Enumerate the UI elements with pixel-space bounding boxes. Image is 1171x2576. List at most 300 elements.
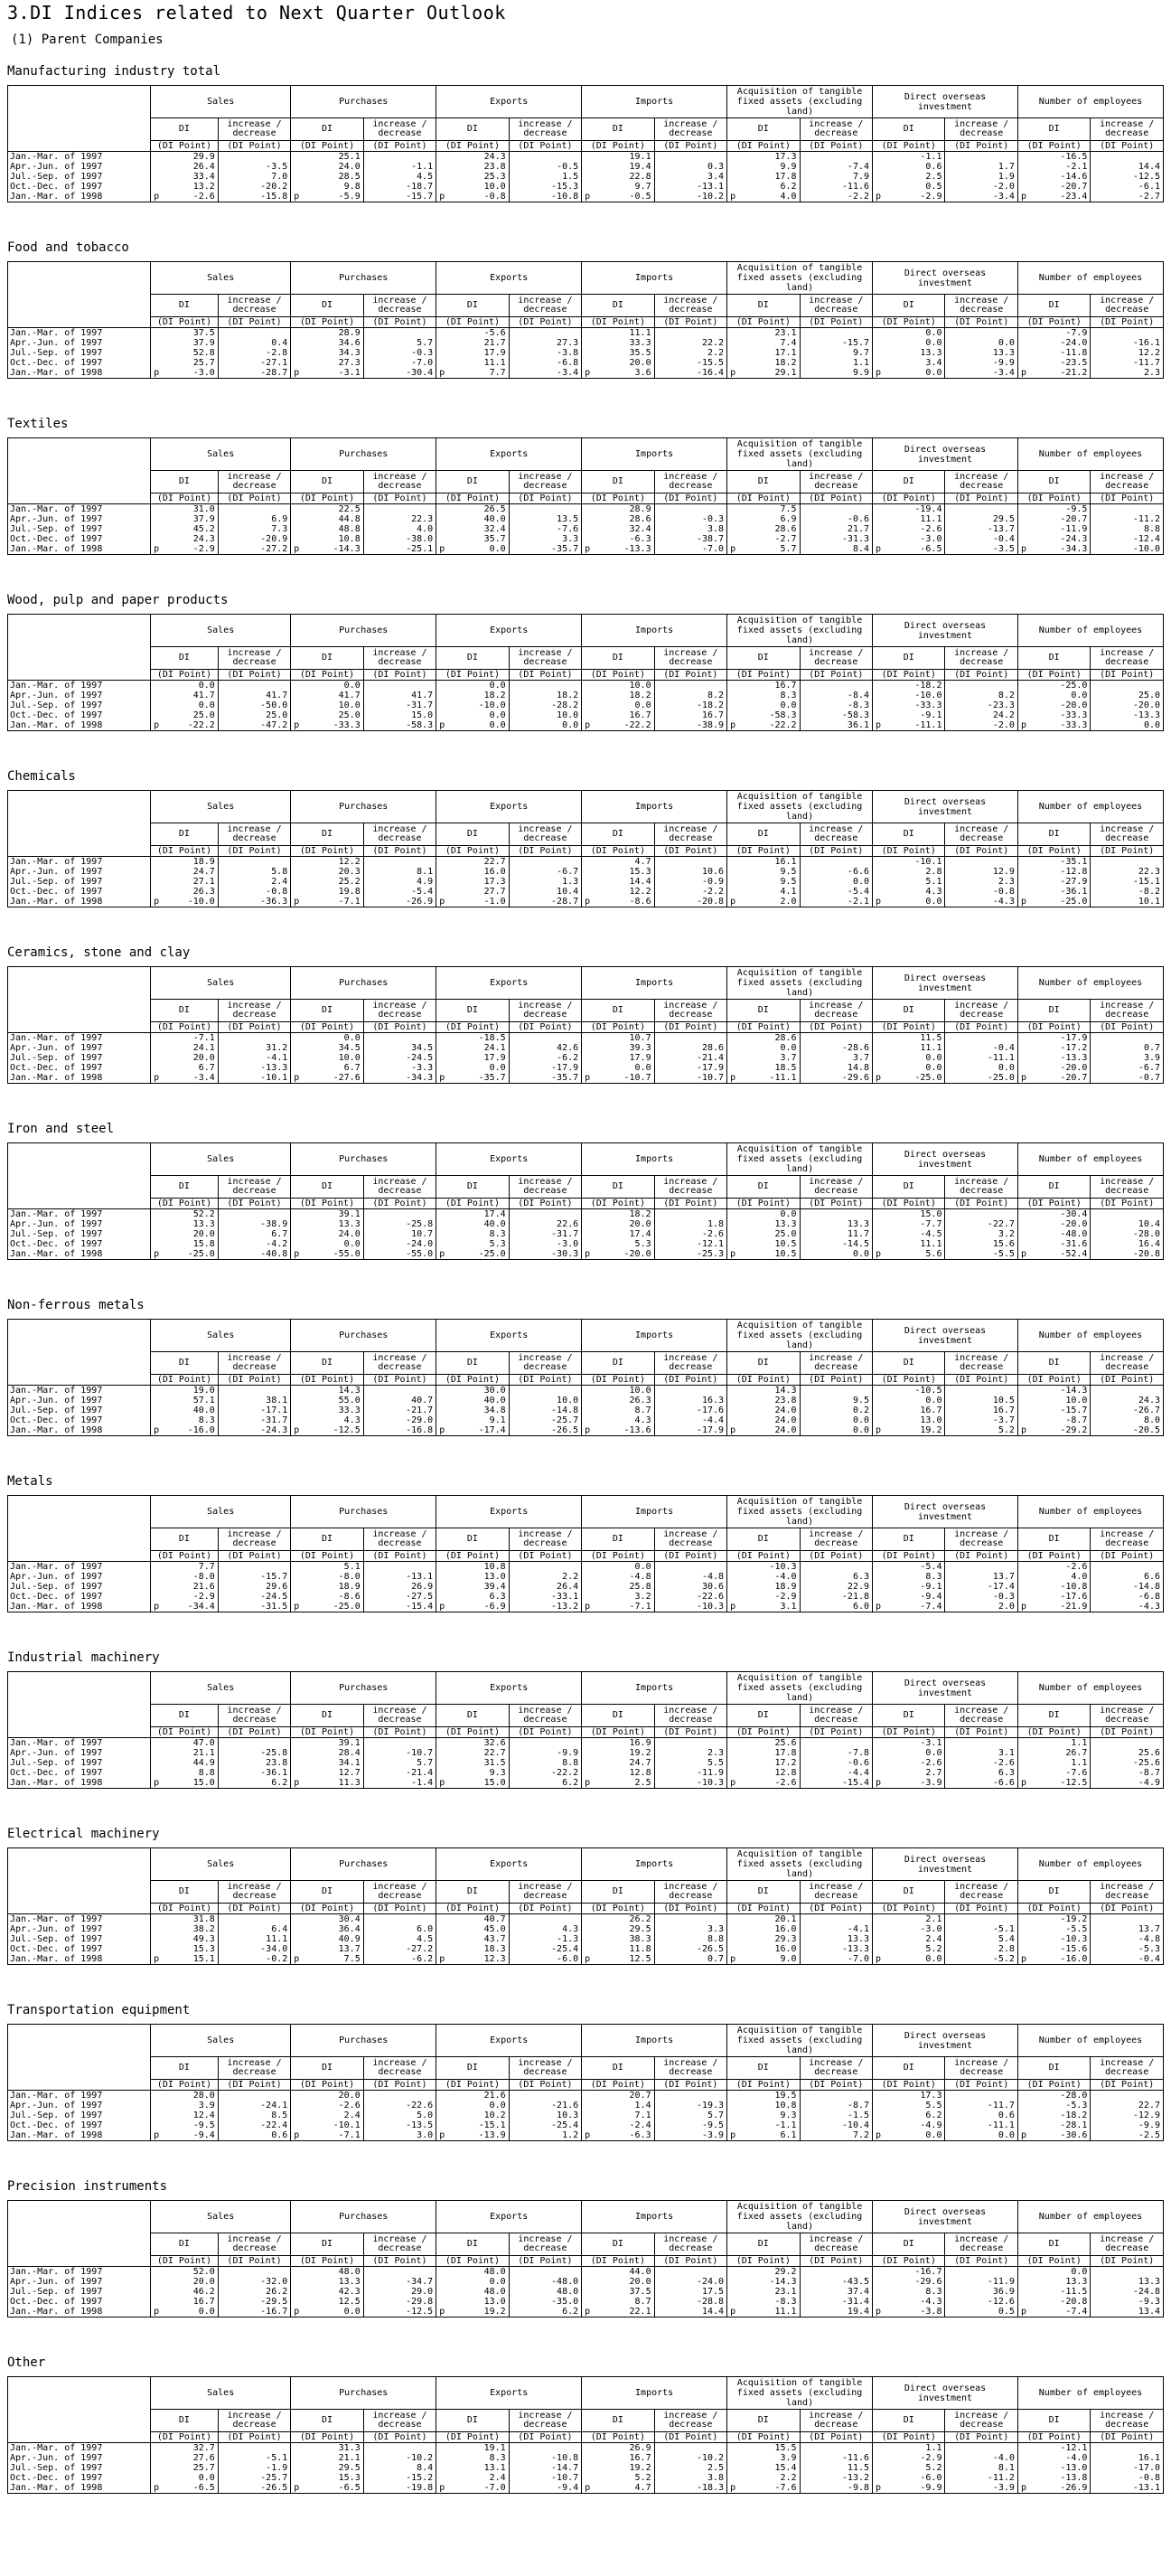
di-header: DI xyxy=(727,1528,800,1551)
cell-text: 22.7 xyxy=(483,857,506,867)
di-value xyxy=(727,534,800,544)
di-value xyxy=(291,1748,363,1758)
header-row-units xyxy=(8,141,1164,152)
di-value xyxy=(291,1562,363,1573)
cell-text: 49.3 xyxy=(192,1934,215,1944)
cell-text: -3.0 xyxy=(192,368,215,378)
di-value xyxy=(727,691,800,700)
cell-text: 2.3 xyxy=(998,877,1015,887)
change-value xyxy=(509,338,581,348)
di-value xyxy=(727,1386,800,1396)
cell-text: 8.2 xyxy=(998,691,1015,700)
cell-text: 4.7 xyxy=(634,857,651,867)
cell-text: -12.1 xyxy=(696,1239,725,1249)
cell-text: -8.0 xyxy=(338,1572,361,1582)
change-header: increase / decrease xyxy=(1091,2057,1164,2080)
change-value xyxy=(509,544,581,555)
header-row-units xyxy=(8,1904,1164,1914)
di-value xyxy=(436,877,509,887)
cell-text: 38.1 xyxy=(266,1396,288,1406)
di-value xyxy=(1017,172,1090,182)
change-value xyxy=(800,2307,872,2317)
cell-text: 22.2 xyxy=(701,338,725,348)
di-header: DI xyxy=(151,1176,219,1199)
change-value xyxy=(654,504,726,515)
section xyxy=(7,1121,1164,1260)
change-value xyxy=(654,2297,726,2307)
cell-text: 13.0 xyxy=(483,2297,506,2307)
di-value xyxy=(291,1934,363,1944)
unit-header: (DI Point) xyxy=(727,2080,800,2091)
di-value xyxy=(873,544,945,555)
change-value xyxy=(363,1239,436,1249)
cell-text: -22.2 xyxy=(187,720,215,730)
change-value xyxy=(363,867,436,877)
change-value xyxy=(945,1944,1017,1954)
cell-text: 19.2 xyxy=(920,1425,942,1435)
cell-text: 39.4 xyxy=(483,1582,506,1592)
unit-header: (DI Point) xyxy=(873,670,945,681)
unit-header: (DI Point) xyxy=(654,1375,726,1386)
cell-text: 19.2 xyxy=(483,2307,506,2317)
cell-text: 0.0 xyxy=(634,1063,651,1073)
cell-text: 46.2 xyxy=(192,2287,215,2297)
di-value xyxy=(1017,1053,1090,1063)
cell-text: 4.0 xyxy=(417,524,434,534)
change-value xyxy=(218,1934,290,1944)
cell-text: -31.4 xyxy=(841,2297,870,2307)
change-header: increase / decrease xyxy=(800,471,872,494)
change-value xyxy=(363,1778,436,1789)
di-value xyxy=(582,691,654,700)
di-value xyxy=(1017,2267,1090,2278)
change-value xyxy=(800,2463,872,2473)
cell-text: -25.8 xyxy=(406,1219,434,1229)
row-label: Jul.-Sep. of 1997 xyxy=(8,1053,151,1063)
di-table xyxy=(7,437,1164,555)
di-header: DI xyxy=(727,647,800,670)
change-value xyxy=(654,544,726,555)
cell-text: 12.8 xyxy=(774,1768,797,1778)
cell-text: -27.2 xyxy=(406,1944,434,1954)
change-value xyxy=(1091,182,1164,192)
change-value xyxy=(654,534,726,544)
group-header: Exports xyxy=(436,2377,582,2410)
preliminary-marker: p xyxy=(154,1249,160,1259)
di-value xyxy=(727,524,800,534)
change-value xyxy=(1091,2267,1164,2278)
cell-text: 22.7 xyxy=(483,1748,506,1758)
cell-text: -9.4 xyxy=(192,2130,215,2140)
group-header: Exports xyxy=(436,86,582,118)
cell-text: -10.0 xyxy=(478,700,506,710)
cell-text: 0.0 xyxy=(634,1562,651,1572)
cell-text: -7.1 xyxy=(338,897,361,907)
cell-text: -20.0 xyxy=(623,1249,651,1259)
change-value xyxy=(945,1954,1017,1965)
di-value xyxy=(582,338,654,348)
di-header: DI xyxy=(873,295,945,317)
di-header: DI xyxy=(582,1176,654,1199)
cell-text: 29.1 xyxy=(774,368,797,378)
unit-header: (DI Point) xyxy=(151,1727,219,1738)
preliminary-marker: p xyxy=(1020,192,1026,202)
cell-text: 10.6 xyxy=(701,867,725,877)
cell-text: 24.3 xyxy=(483,152,506,162)
change-value xyxy=(800,710,872,720)
table-row xyxy=(8,867,1164,877)
cell-text: -3.9 xyxy=(992,2483,1015,2493)
change-header: increase / decrease xyxy=(1091,1176,1164,1199)
group-header: Number of employees xyxy=(1017,1672,1163,1705)
change-value xyxy=(654,1219,726,1229)
header-row-groups xyxy=(8,86,1164,118)
change-value xyxy=(654,192,726,202)
unit-header: (DI Point) xyxy=(1091,1375,1164,1386)
di-value xyxy=(151,1768,219,1778)
cell-text: 1.8 xyxy=(707,1219,725,1229)
change-value xyxy=(509,1602,581,1612)
change-value xyxy=(509,2130,581,2141)
unit-header: (DI Point) xyxy=(727,2256,800,2267)
cell-text: 10.7 xyxy=(629,1033,651,1043)
cell-text: 3.9 xyxy=(1143,1053,1160,1063)
di-value xyxy=(582,2443,654,2454)
change-value xyxy=(654,1249,726,1260)
cell-text: 6.7 xyxy=(343,1063,361,1073)
di-value xyxy=(151,1562,219,1573)
preliminary-marker: p xyxy=(154,192,160,202)
cell-text: -33.3 xyxy=(1060,710,1088,720)
cell-text: 24.7 xyxy=(192,867,215,877)
cell-text: 13.7 xyxy=(1138,1924,1160,1934)
unit-header: (DI Point) xyxy=(1091,846,1164,857)
di-value xyxy=(582,2111,654,2120)
cell-text: 0.0 xyxy=(198,681,215,691)
change-value xyxy=(509,514,581,524)
header-row-groups xyxy=(8,2377,1164,2410)
di-value xyxy=(873,514,945,524)
change-value xyxy=(218,2111,290,2120)
change-value xyxy=(509,2453,581,2463)
cell-text: -1.0 xyxy=(483,897,506,907)
cell-text: 6.2 xyxy=(780,182,797,192)
preliminary-marker: p xyxy=(876,2483,882,2493)
change-value xyxy=(945,2297,1017,2307)
change-header: increase / decrease xyxy=(509,2057,581,2080)
unit-header: (DI Point) xyxy=(1091,317,1164,328)
change-value xyxy=(945,1033,1017,1044)
change-value xyxy=(363,2267,436,2278)
cell-text: 24.7 xyxy=(629,1758,651,1768)
di-value xyxy=(291,1249,363,1260)
change-value xyxy=(654,720,726,731)
preliminary-marker: p xyxy=(294,1073,300,1083)
di-value xyxy=(151,2120,219,2130)
change-value xyxy=(509,1219,581,1229)
cell-text: -14.7 xyxy=(551,2463,579,2473)
cell-text: 11.1 xyxy=(920,1043,942,1053)
change-header: increase / decrease xyxy=(509,471,581,494)
cell-text: 40.0 xyxy=(192,1406,215,1415)
unit-header: (DI Point) xyxy=(654,141,726,152)
cell-text: 28.6 xyxy=(774,1033,797,1043)
change-header: increase / decrease xyxy=(509,1000,581,1022)
change-value xyxy=(218,2443,290,2454)
cell-text: 41.7 xyxy=(192,691,215,700)
di-value xyxy=(582,2267,654,2278)
unit-header: (DI Point) xyxy=(800,2080,872,2091)
cell-text: 18.2 xyxy=(557,691,579,700)
change-value xyxy=(218,857,290,868)
preliminary-marker: p xyxy=(876,192,882,202)
table-row xyxy=(8,1914,1164,1925)
cell-text: -25.0 xyxy=(478,1249,506,1259)
change-value xyxy=(654,2443,726,2454)
change-value xyxy=(1091,1249,1164,1260)
di-value xyxy=(291,152,363,163)
di-header: DI xyxy=(582,471,654,494)
group-header: Imports xyxy=(582,615,727,647)
di-value xyxy=(873,182,945,192)
change-header: increase / decrease xyxy=(945,1352,1017,1375)
cell-text: 19.8 xyxy=(338,887,361,897)
header-row-sub xyxy=(8,823,1164,846)
di-value xyxy=(727,1396,800,1406)
di-value xyxy=(873,192,945,202)
change-value xyxy=(1091,1768,1164,1778)
cell-text: 8.0 xyxy=(1143,1415,1160,1425)
table-row xyxy=(8,2453,1164,2463)
change-value xyxy=(363,1229,436,1239)
section-title: Industrial machinery xyxy=(7,1650,160,1665)
preliminary-marker: p xyxy=(1020,2483,1026,2493)
unit-header: (DI Point) xyxy=(218,2256,290,2267)
unit-header: (DI Point) xyxy=(582,2256,654,2267)
cell-text: -26.9 xyxy=(1060,2483,1088,2493)
cell-text: 2.4 xyxy=(489,2473,506,2483)
group-header: Exports xyxy=(436,1672,582,1705)
di-value xyxy=(727,1582,800,1592)
row-label: Jul.-Sep. of 1997 xyxy=(8,2463,151,2473)
cell-text: -2.0 xyxy=(992,182,1015,192)
unit-header: (DI Point) xyxy=(582,1199,654,1209)
change-header: increase / decrease xyxy=(945,2410,1017,2432)
change-value xyxy=(654,1954,726,1965)
cell-text: 3.7 xyxy=(852,1053,870,1063)
di-value xyxy=(436,1396,509,1406)
di-value xyxy=(291,1582,363,1592)
cell-text: -28.7 xyxy=(260,368,288,378)
cell-text: -33.3 xyxy=(914,700,942,710)
preliminary-marker: p xyxy=(294,368,300,378)
di-value xyxy=(1017,1602,1090,1612)
di-value xyxy=(727,887,800,897)
di-value xyxy=(1017,1229,1090,1239)
cell-text: -10.3 xyxy=(769,1562,797,1572)
di-value xyxy=(291,1239,363,1249)
cell-text: -17.9 xyxy=(1060,1033,1088,1043)
di-value xyxy=(291,897,363,907)
change-value xyxy=(654,1229,726,1239)
cell-text: 45.0 xyxy=(483,1924,506,1934)
section xyxy=(7,1297,1164,1436)
cell-text: 11.1 xyxy=(266,1934,288,1944)
di-value xyxy=(436,504,509,515)
cell-text: -28.7 xyxy=(551,897,579,907)
unit-header: (DI Point) xyxy=(1017,2256,1090,2267)
unit-header: (DI Point) xyxy=(363,1551,436,1562)
cell-text: 2.5 xyxy=(707,2463,725,2473)
preliminary-marker: p xyxy=(585,2483,591,2493)
change-value xyxy=(800,857,872,868)
change-header: increase / decrease xyxy=(218,1176,290,1199)
di-value xyxy=(1017,1043,1090,1053)
di-value xyxy=(151,1778,219,1789)
cell-text: 34.6 xyxy=(338,338,361,348)
row-label: Jan.-Mar. of 1998 xyxy=(8,368,151,379)
di-header: DI xyxy=(1017,1881,1090,1904)
cell-text: 20.3 xyxy=(338,867,361,877)
cell-text: 39.1 xyxy=(338,1738,361,1748)
unit-header: (DI Point) xyxy=(945,2256,1017,2267)
di-value xyxy=(873,2443,945,2454)
cell-text: -2.7 xyxy=(774,534,797,544)
change-value xyxy=(654,1063,726,1073)
di-value xyxy=(582,1073,654,1084)
unit-header: (DI Point) xyxy=(727,1904,800,1914)
change-value xyxy=(654,172,726,182)
cell-text: -12.5 xyxy=(333,1425,361,1435)
cell-text: -6.0 xyxy=(557,1954,579,1964)
di-value xyxy=(727,1748,800,1758)
di-value xyxy=(873,2267,945,2278)
unit-header: (DI Point) xyxy=(727,846,800,857)
change-value xyxy=(509,1406,581,1415)
di-value xyxy=(291,2443,363,2454)
di-value xyxy=(727,1415,800,1425)
change-value xyxy=(800,192,872,202)
di-value xyxy=(436,1768,509,1778)
di-value xyxy=(291,1572,363,1582)
cell-text: -28.0 xyxy=(1132,1229,1160,1239)
di-value xyxy=(436,1053,509,1063)
change-value xyxy=(945,172,1017,182)
cell-text: 34.3 xyxy=(338,348,361,358)
cell-text: 17.9 xyxy=(483,1053,506,1063)
di-value xyxy=(727,897,800,907)
cell-text: -10.7 xyxy=(406,1748,434,1758)
change-value xyxy=(945,1425,1017,1436)
preliminary-marker: p xyxy=(439,1954,445,1964)
change-value xyxy=(509,162,581,172)
change-header: increase / decrease xyxy=(1091,2410,1164,2432)
cell-text: 10.2 xyxy=(483,2111,506,2120)
cell-text: -7.4 xyxy=(1065,2307,1088,2317)
preliminary-marker: p xyxy=(294,2483,300,2493)
di-table xyxy=(7,2024,1164,2141)
cell-text: -35.7 xyxy=(551,544,579,554)
cell-text: -1.1 xyxy=(920,152,942,162)
group-header: Acquisition of tangible fixed assets (excluding land) xyxy=(727,2377,873,2410)
cell-text: -18.2 xyxy=(696,700,725,710)
cell-text: 3.4 xyxy=(925,358,942,368)
change-value xyxy=(800,2443,872,2454)
change-header: increase / decrease xyxy=(1091,471,1164,494)
cell-text: -2.6 xyxy=(701,1229,725,1239)
di-value xyxy=(582,857,654,868)
change-header: increase / decrease xyxy=(945,1528,1017,1551)
unit-header: (DI Point) xyxy=(218,141,290,152)
di-header: DI xyxy=(1017,1176,1090,1199)
row-label: Jan.-Mar. of 1997 xyxy=(8,1386,151,1396)
cell-text: -27.2 xyxy=(260,544,288,554)
di-value xyxy=(1017,2453,1090,2463)
group-header: Acquisition of tangible fixed assets (excluding land) xyxy=(727,615,873,647)
cell-text: 33.4 xyxy=(192,172,215,182)
di-value xyxy=(291,348,363,358)
table-row xyxy=(8,1934,1164,1944)
cell-text: 27.1 xyxy=(192,877,215,887)
table-row xyxy=(8,1249,1164,1260)
group-header: Number of employees xyxy=(1017,1848,1163,1881)
cell-text: 25.8 xyxy=(629,1582,651,1592)
change-value xyxy=(509,691,581,700)
cell-text: -20.2 xyxy=(260,182,288,192)
cell-text: 0.0 xyxy=(925,338,942,348)
cell-text: -34.3 xyxy=(1060,544,1088,554)
di-value xyxy=(582,1209,654,1220)
di-value xyxy=(873,1954,945,1965)
di-value xyxy=(727,1778,800,1789)
cell-text: 8.1 xyxy=(417,867,434,877)
change-header: increase / decrease xyxy=(509,1352,581,1375)
di-value xyxy=(436,1415,509,1425)
cell-text: 28.9 xyxy=(629,504,651,514)
change-value xyxy=(1091,348,1164,358)
cell-text: 4.7 xyxy=(634,2483,651,2493)
cell-text: 6.2 xyxy=(271,1778,288,1788)
table-row xyxy=(8,710,1164,720)
change-value xyxy=(800,2111,872,2120)
cell-text: 48.0 xyxy=(557,2287,579,2297)
di-header: DI xyxy=(1017,118,1090,141)
section-title: Chemicals xyxy=(7,769,76,784)
di-value xyxy=(873,338,945,348)
change-value xyxy=(800,2483,872,2494)
preliminary-marker: p xyxy=(876,1425,882,1435)
cell-text: -25.3 xyxy=(696,1249,725,1259)
change-value xyxy=(1091,1582,1164,1592)
change-value xyxy=(218,534,290,544)
di-value xyxy=(727,1592,800,1602)
change-value xyxy=(363,152,436,163)
di-value xyxy=(1017,328,1090,339)
cell-text: -8.7 xyxy=(847,2101,870,2111)
cell-text: -26.9 xyxy=(406,897,434,907)
change-value xyxy=(363,514,436,524)
di-value xyxy=(291,857,363,868)
cell-text: 1.1 xyxy=(925,2443,942,2453)
cell-text: -11.6 xyxy=(841,182,870,192)
cell-text: 32.4 xyxy=(629,524,651,534)
di-value xyxy=(727,1425,800,1436)
cell-text: -22.2 xyxy=(623,720,651,730)
change-header: increase / decrease xyxy=(945,2233,1017,2256)
change-value xyxy=(218,544,290,555)
cell-text: 19.2 xyxy=(629,1748,651,1758)
di-header: DI xyxy=(291,1176,363,1199)
